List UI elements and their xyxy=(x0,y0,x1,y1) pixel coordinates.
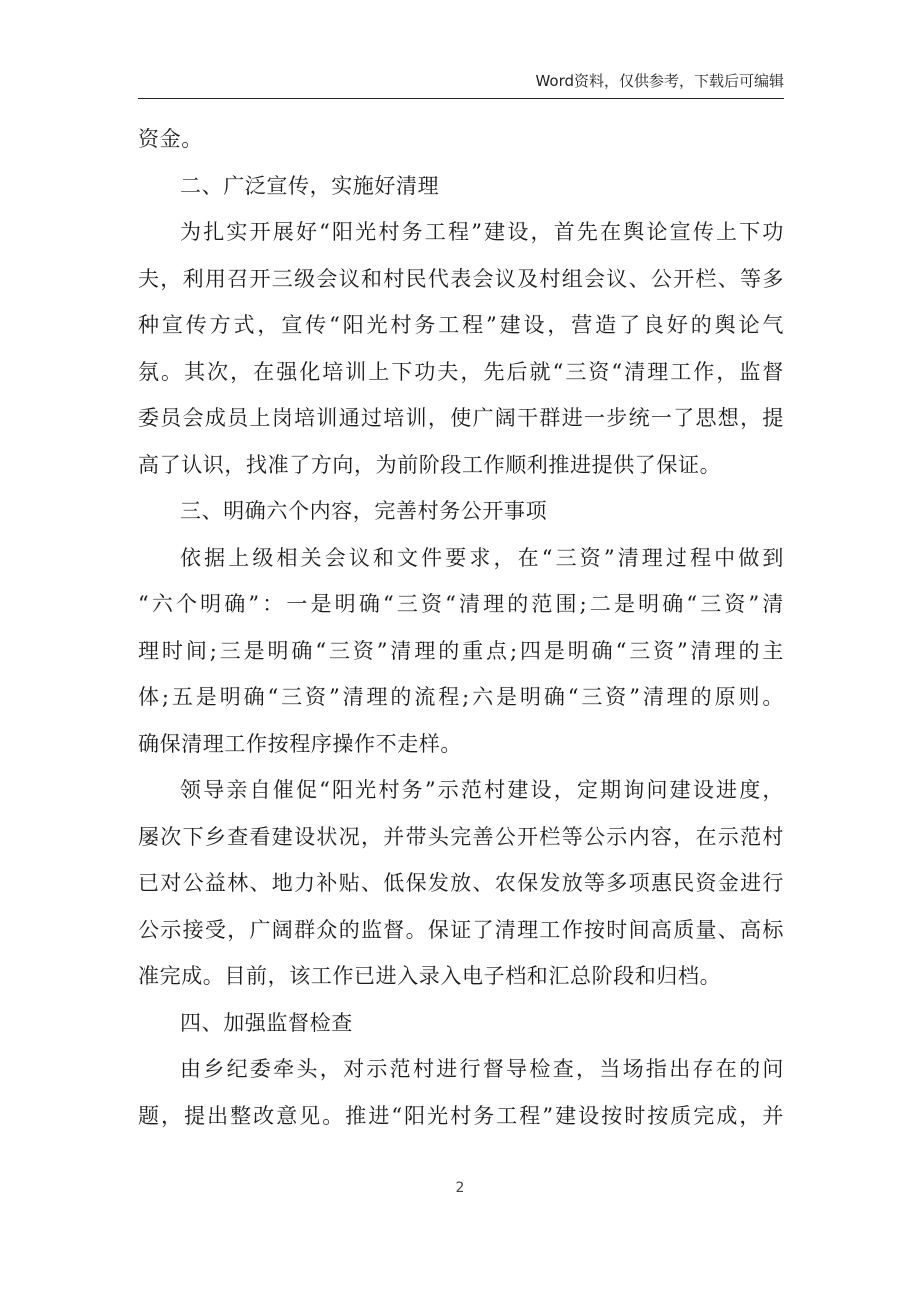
section-heading: 三、明确六个内容，完善村务公开事项 xyxy=(180,499,548,523)
text-line: 屡次下乡查看建设状况，并带头完善公开栏等公示内容，在示范村 xyxy=(138,824,784,849)
text-line: 准完成。目前，该工作已进入录入电子档和汇总阶段和归档。 xyxy=(138,964,722,988)
text-line: 依据上级相关会议和文件要求，在“三资”清理过程中做到 xyxy=(180,545,784,570)
text-line: 夫，利用召开三级会议和村民代表会议及村组会议、公开栏、等多 xyxy=(138,266,784,291)
text-line: 确保清理工作按程序操作不走样。 xyxy=(138,731,462,756)
text-line: 为扎实开展好“阳光村务工程”建设，首先在舆论宣传上下功 xyxy=(180,220,784,244)
text-line: 公示接受，广阔群众的监督。保证了清理工作按时间高质量、高标 xyxy=(138,917,784,942)
page-header: Word资料，仅供参考，下载后可编辑 xyxy=(138,68,784,99)
text-line: 领导亲自催促“阳光村务”示范村建设，定期询问建设进度， xyxy=(180,778,784,802)
text-line: 种宣传方式，宣传“阳光村务工程”建设，营造了良好的舆论气 xyxy=(138,313,784,337)
page-number: 2 xyxy=(455,1180,465,1196)
text-line: 资金。 xyxy=(138,127,203,151)
text-line: “六个明确”：一是明确“三资“清理的范围;二是明确“三资”清 xyxy=(138,592,784,616)
document-body xyxy=(138,116,784,1139)
text-line: 题，提出整改意见。推进“阳光村务工程”建设按时按质完成，并 xyxy=(138,1103,784,1128)
text-line: 体;五是明确“三资”清理的流程;六是明确“三资”清理的原则。 xyxy=(138,685,784,709)
text-line: 已对公益林、地力补贴、低保发放、农保发放等多项惠民资金进行 xyxy=(138,871,784,895)
section-heading: 四、加强监督检查 xyxy=(180,1010,353,1035)
section-heading: 二、广泛宣传，实施好清理 xyxy=(180,173,440,198)
text-line: 理时间;三是明确“三资”清理的重点;四是明确“三资”清理的主 xyxy=(138,638,784,663)
text-line: 高了认识，找准了方向，为前阶段工作顺利推进提供了保证。 xyxy=(138,452,722,477)
text-line: 氛。其次，在强化培训上下功夫，先后就“三资“清理工作，监督 xyxy=(138,359,784,384)
text-line: 由乡纪委牵头，对示范村进行督导检查，当场指出存在的问 xyxy=(180,1057,784,1081)
text-line: 委员会成员上岗培训通过培训，使广阔干群进一步统一了思想，提 xyxy=(138,406,784,430)
